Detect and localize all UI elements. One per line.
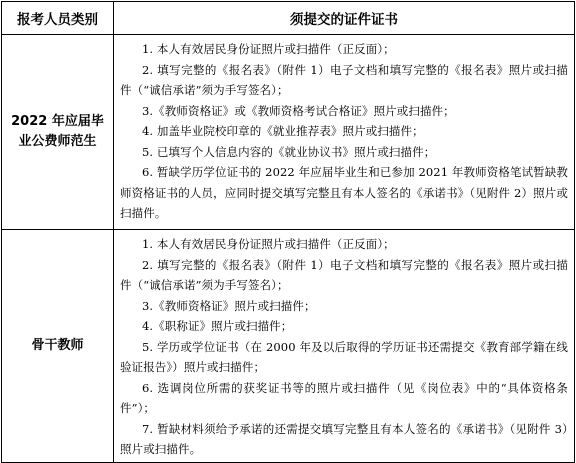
list-item: 6. 选调岗位所需的获奖证书等的照片或扫描件（见《岗位表》中的“具体资格条件”）；	[120, 380, 568, 415]
documents-list-graduates	[114, 35, 575, 230]
category-graduates: 2022 年应届毕业公费师范生	[2, 35, 114, 230]
list-item: 4. 加盖毕业院校印章的《就业推荐表》照片或扫描件；	[142, 124, 424, 138]
table-row-graduates	[2, 35, 575, 230]
list-item: 5. 学历或学位证书（在 2000 年及以后取得的学历证书还需提交《教育部学籍在线验证报告》）照片或扫描件；	[120, 339, 568, 374]
list-item: 1. 本人有效居民身份证照片或扫描件（正反面）；	[142, 42, 395, 56]
category-backbone-teachers: 骨干教师	[2, 230, 114, 463]
documents-list-backbone-teachers	[114, 230, 575, 463]
list-item: 7. 暂缺材料须给予承诺的还需提交填写完整且有本人签名的《承诺书》（见附件 3）照片或扫描件。	[120, 421, 568, 456]
list-item: 6. 暂缺学历学位证书的 2022 年应届毕业生和已参加 2021 年教师资格笔试暂缺教师资格证书的人员，应同时提交填写完整且有本人签名的《承诺书》（见附件 2）照片或扫描件。	[120, 165, 568, 220]
list-item: 5. 已填写个人信息内容的《就业协议书》照片或扫描件；	[142, 144, 436, 159]
table-header-row	[2, 2, 575, 35]
header-category: 报考人员类别	[2, 2, 114, 35]
header-documents: 须提交的证件证书	[114, 2, 575, 35]
list-item: 1. 本人有效居民身份证照片或扫描件（正反面）；	[142, 237, 395, 251]
table-row-backbone-teachers	[2, 230, 575, 463]
list-item: 3.《教师资格证》照片或扫描件；	[142, 298, 316, 313]
list-item: 2. 填写完整的《报名表》（附件 1）电子文档和填写完整的《报名表》照片或扫描件（“诚信承诺”须为手写签名）；	[120, 257, 568, 292]
list-item: 3.《教师资格证》或《教师资格考试合格证》照片或扫描件；	[142, 103, 455, 118]
requirements-table	[1, 1, 575, 463]
list-item: 2. 填写完整的《报名表》（附件 1）电子文档和填写完整的《报名表》照片或扫描件（“诚信承诺”须为手写签名）；	[120, 62, 568, 97]
list-item: 4.《职称证》照片或扫描件；	[142, 319, 293, 333]
